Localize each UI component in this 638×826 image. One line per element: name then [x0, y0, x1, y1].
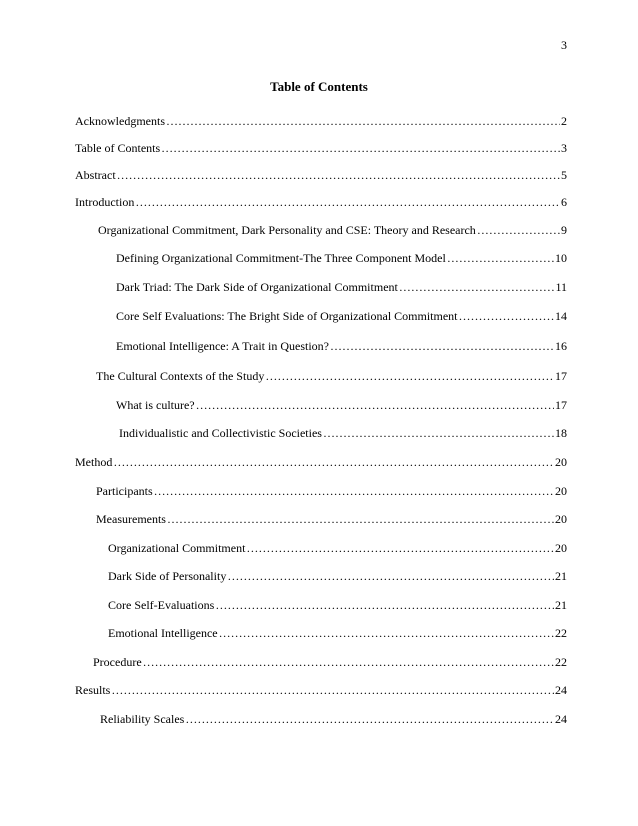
toc-entry [108, 625, 567, 641]
toc-entry-page: 21 [555, 569, 567, 583]
toc-entry-label: Organizational Commitment, Dark Personality and CSE: Theory and Research [98, 223, 476, 237]
dot-leader [111, 682, 554, 698]
toc-entry-label: Defining Organizational Commitment-The Three Component Model [116, 251, 446, 265]
dot-leader [227, 568, 554, 584]
toc-entry-label: The Cultural Contexts of the Study [96, 369, 265, 383]
toc-entry [108, 540, 567, 556]
toc-entry-page: 6 [561, 195, 567, 209]
toc-entry-page: 22 [555, 655, 567, 669]
dot-leader [477, 222, 560, 238]
toc-entry-label: Dark Triad: The Dark Side of Organizational Commitment [116, 280, 398, 294]
toc-entry-page: 17 [555, 369, 567, 383]
toc-entry-label: Emotional Intelligence [108, 626, 218, 640]
toc-entry-page: 11 [555, 280, 567, 294]
toc-entry-page: 9 [561, 223, 567, 237]
toc-entry [116, 397, 567, 413]
dot-leader [447, 250, 554, 266]
toc-entry-page: 21 [555, 598, 567, 612]
dot-leader [117, 167, 560, 183]
dot-leader [215, 597, 554, 613]
toc-entry-label: Core Self-Evaluations [108, 598, 215, 612]
toc-entry [108, 568, 567, 584]
toc-entry-label: Procedure [93, 655, 142, 669]
toc-entry-page: 20 [555, 455, 567, 469]
dot-leader [265, 368, 554, 384]
dot-leader [154, 483, 554, 499]
toc-entry-label: Table of Contents [75, 141, 161, 155]
toc-entry [75, 194, 567, 210]
toc-entry [100, 711, 567, 727]
toc-entry-page: 16 [555, 339, 567, 353]
toc-entry [119, 425, 567, 441]
toc-entry-label: Individualistic and Collectivistic Societies [119, 426, 322, 440]
toc-entry [96, 368, 567, 384]
toc-entry [75, 682, 567, 698]
toc-entry-page: 24 [555, 683, 567, 697]
toc-entry-label: Core Self Evaluations: The Bright Side of Organizational Commitment [116, 309, 458, 323]
toc-entry-label: What is culture? [116, 398, 195, 412]
toc-entry-label: Dark Side of Personality [108, 569, 227, 583]
toc-entry [96, 511, 567, 527]
toc-entry [116, 308, 567, 324]
toc-entry-label: Method [75, 455, 113, 469]
toc-entry [108, 597, 567, 613]
toc-entry [116, 250, 567, 266]
toc-entry-page: 10 [555, 251, 567, 265]
toc-entry-page: 20 [555, 484, 567, 498]
dot-leader [459, 308, 554, 324]
page-number: 3 [561, 38, 567, 52]
dot-leader [167, 511, 554, 527]
toc-entry-label: Acknowledgments [75, 114, 165, 128]
dot-leader [246, 540, 554, 556]
toc-entry-label: Results [75, 683, 111, 697]
dot-leader [113, 454, 554, 470]
toc-entry-page: 20 [555, 512, 567, 526]
toc-entry-page: 5 [561, 168, 567, 182]
dot-leader [135, 194, 560, 210]
toc-entry [75, 454, 567, 470]
toc-entry [93, 654, 567, 670]
dot-leader [166, 113, 560, 129]
toc-entry [116, 338, 567, 354]
dot-leader [323, 425, 554, 441]
toc-entry [116, 279, 567, 295]
toc-entry-label: Reliability Scales [100, 712, 185, 726]
toc-entry-page: 22 [555, 626, 567, 640]
toc-entry [75, 167, 567, 183]
toc-entry-label: Emotional Intelligence: A Trait in Question? [116, 339, 329, 353]
dot-leader [330, 338, 554, 354]
dot-leader [399, 279, 555, 295]
toc-entry-page: 2 [561, 114, 567, 128]
toc-entry-page: 3 [561, 141, 567, 155]
toc-entry-page: 14 [555, 309, 567, 323]
dot-leader [161, 140, 560, 156]
dot-leader [185, 711, 554, 727]
toc-entry [75, 113, 567, 129]
toc-entry-page: 18 [555, 426, 567, 440]
toc-entry-page: 24 [555, 712, 567, 726]
toc-entry-page: 17 [555, 398, 567, 412]
toc-entry-label: Measurements [96, 512, 166, 526]
dot-leader [219, 625, 554, 641]
toc-entry-label: Organizational Commitment [108, 541, 246, 555]
toc-entry [96, 483, 567, 499]
toc-entry-page: 20 [555, 541, 567, 555]
toc-entry-label: Abstract [75, 168, 116, 182]
page-title: Table of Contents [270, 79, 368, 94]
toc-entry-label: Participants [96, 484, 153, 498]
dot-leader [143, 654, 554, 670]
dot-leader [196, 397, 554, 413]
toc-entry [75, 140, 567, 156]
toc-entry [98, 222, 567, 238]
toc-entry-label: Introduction [75, 195, 135, 209]
